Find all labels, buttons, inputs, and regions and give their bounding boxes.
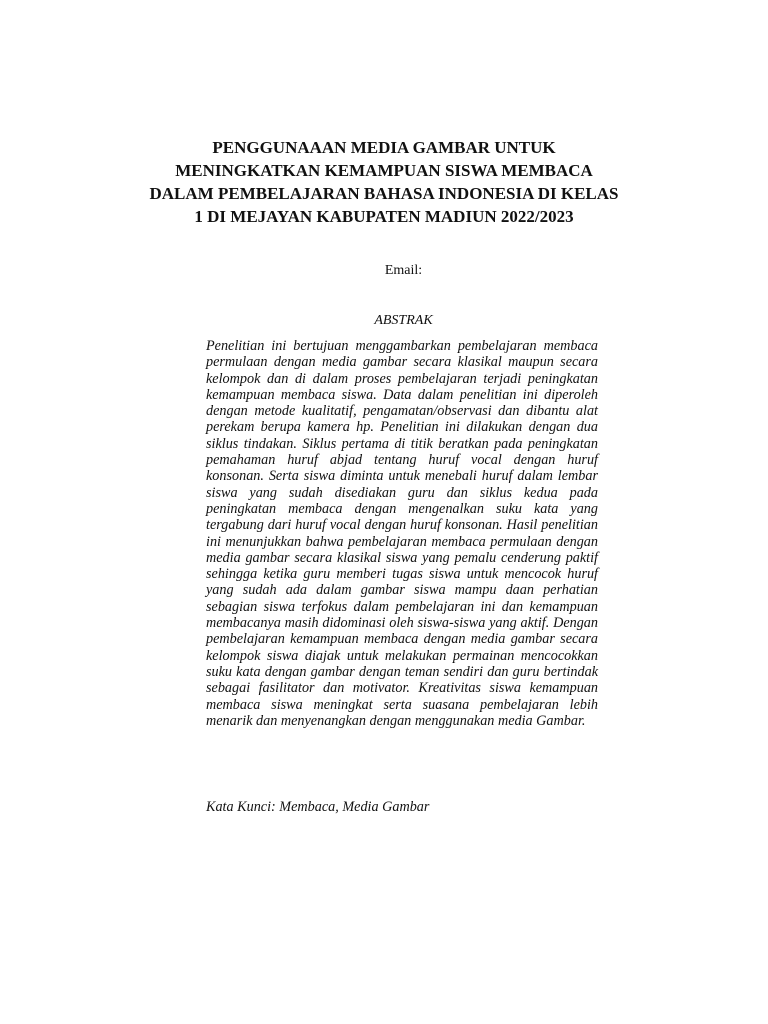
title-line-4: 1 DI MEJAYAN KABUPATEN MADIUN 2022/2023 [194,207,574,226]
abstract-body: Penelitian ini bertujuan menggambarkan pembelajaran membaca permulaan dengan media gambar secara klasikal maupun secara kelompok dan di dalam proses pembelajaran terjadi peningkatan kemampuan membaca siswa. Data dalam penelitian ini diperoleh dengan metode kualitatif, pengamatan/observasi dan dibantu alat perekam berupa kamera hp. Penelitian ini dilakukan dengan dua siklus tindakan. Siklus pertama di titik beratkan pada peningkatan pemahaman huruf abjad tentang huruf vocal dengan huruf konsonan. Serta siswa diminta untuk menebali huruf dalam lembar siswa yang sudah disediakan guru dan siklus kedua pada peningkatan membaca dengan mengenalkan suku kata yang tergabung dari huruf vocal dengan huruf konsonan. Hasil penelitian ini menunjukkan bahwa pembelajaran membaca permulaan dengan media gambar secara klasikal siswa yang pemalu cenderung paktif sehingga ketika guru memberi tugas siswa untuk mencocok huruf yang sudah ada dalam gambar siswa mampu daan perhatian sebagian siswa terfokus dalam pembelajaran ini dan kemampuan membacanya masih didominasi oleh siswa-siswa yang aktif. Dengan pembelajaran kemampuan membaca dengan media gambar secara kelompok siswa diajak untuk melakukan permainan mencocokkan suku kata dengan gambar dengan teman sendiri dan guru bertindak sebagai fasilitator dan motivator. Kreativitas siswa kemampuan membaca siswa meningkat serta suasana pembelajaran lebih menarik dan menyenangkan dengan menggunakan media Gambar. [206,338,598,729]
title-line-1: PENGGUNAAAN MEDIA GAMBAR UNTUK [212,138,556,157]
paper-title [130,136,638,228]
title-line-3: DALAM PEMBELAJARAN BAHASA INDONESIA DI KELAS [149,184,619,203]
email-label: Email: [384,263,423,278]
abstract-heading: ABSTRAK [374,313,433,328]
title-line-2: MENINGKATKAN KEMAMPUAN SISWA MEMBACA [175,161,593,180]
keywords: Kata Kunci: Membaca, Media Gambar [206,799,430,815]
